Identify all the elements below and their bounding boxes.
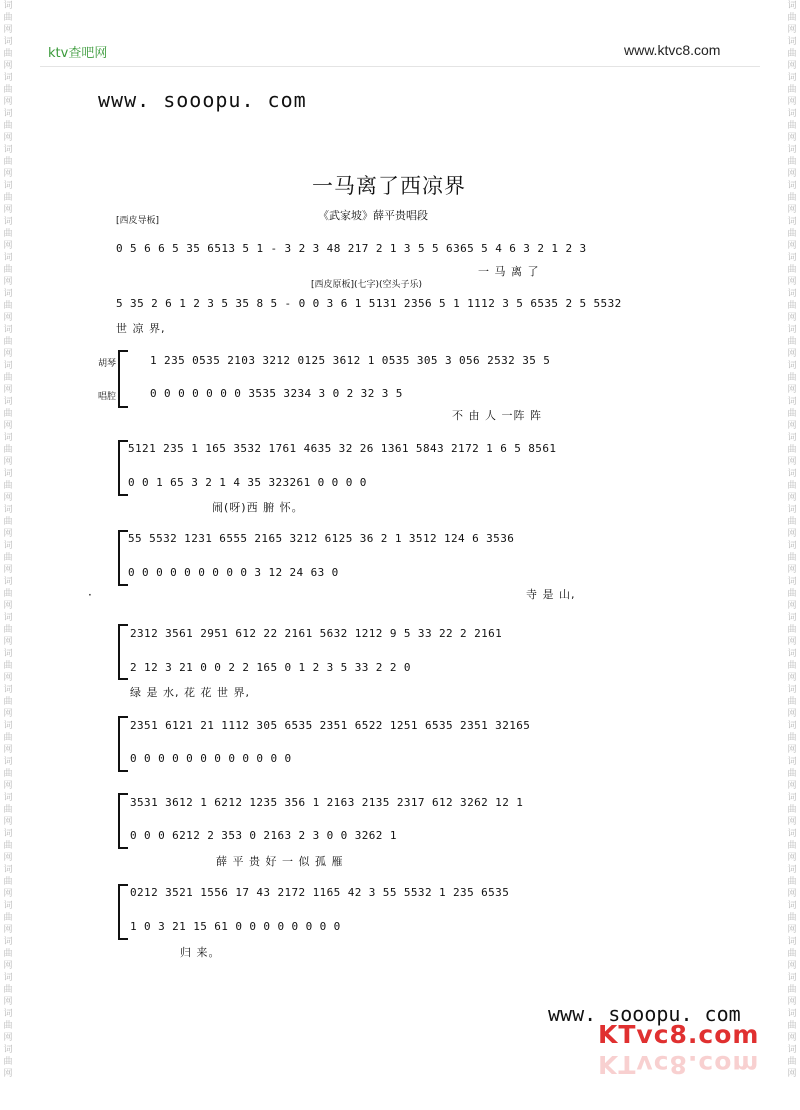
side-watermark-char: 曲 <box>3 1057 13 1067</box>
side-watermark-char: 网 <box>787 709 797 719</box>
side-watermark-char: 词 <box>787 469 797 479</box>
side-watermark-char: 网 <box>787 565 797 575</box>
side-watermark-char: 曲 <box>787 949 797 959</box>
system-brace-5 <box>118 716 128 772</box>
score-line-9: 2312 3561 2951 612 22 2161 5632 1212 9 5 33 22 2 2161 <box>130 627 503 640</box>
side-watermark-char: 词 <box>787 325 797 335</box>
side-watermark-char: 曲 <box>3 841 13 851</box>
side-watermark-char: 网 <box>3 1069 13 1079</box>
side-watermark-char: 词 <box>787 541 797 551</box>
side-watermark-char: 曲 <box>787 1021 797 1031</box>
side-watermark-char: 网 <box>3 313 13 323</box>
side-watermark-char: 曲 <box>787 589 797 599</box>
side-watermark-char: 词 <box>787 685 797 695</box>
song-subtitle: 《武家坡》薛平贵唱段 <box>318 209 428 222</box>
side-watermark-char: 词 <box>3 325 13 335</box>
side-watermark-char: 词 <box>787 1009 797 1019</box>
score-line-16: 1 0 3 21 15 61 0 0 0 0 0 0 0 0 <box>130 920 341 933</box>
side-watermark-char: 曲 <box>787 373 797 383</box>
side-watermark-char: 网 <box>787 889 797 899</box>
side-watermark-char: 网 <box>787 349 797 359</box>
system-brace-3 <box>118 530 128 586</box>
side-watermark-char: 曲 <box>787 697 797 707</box>
side-watermark-char: 网 <box>3 925 13 935</box>
side-watermark-char: 网 <box>3 25 13 35</box>
side-watermark-char: 曲 <box>3 229 13 239</box>
side-watermark-char: 网 <box>3 709 13 719</box>
side-watermark-char: 词 <box>3 937 13 947</box>
side-watermark-char: 网 <box>3 601 13 611</box>
side-watermark-char: 词 <box>787 577 797 587</box>
side-watermark-char: 曲 <box>787 13 797 23</box>
side-watermark-char: 曲 <box>3 373 13 383</box>
side-watermark-char: 词 <box>3 1045 13 1055</box>
side-watermark-char: 曲 <box>787 157 797 167</box>
side-watermark-char: 网 <box>3 1033 13 1043</box>
side-watermark-char: 词 <box>787 757 797 767</box>
side-watermark-char: 网 <box>3 493 13 503</box>
side-watermark-char: 词 <box>787 1 797 11</box>
side-watermark-char: 网 <box>3 673 13 683</box>
side-watermark-char: 词 <box>787 433 797 443</box>
side-watermark-char: 词 <box>3 73 13 83</box>
side-watermark-char: 曲 <box>3 445 13 455</box>
side-watermark-char: 网 <box>3 565 13 575</box>
side-watermark-char: 曲 <box>3 481 13 491</box>
section-label-daoban: [西皮导板] <box>116 216 160 226</box>
score-line-8: 0 0 0 0 0 0 0 0 0 3 12 24 63 0 <box>128 566 339 579</box>
side-watermark-char: 词 <box>3 793 13 803</box>
side-watermark-char: 词 <box>3 865 13 875</box>
part-label-huqin: 胡琴 <box>98 359 117 369</box>
side-watermark-char: 词 <box>787 1045 797 1055</box>
side-watermark-char: 词 <box>3 37 13 47</box>
side-watermark-char: 词 <box>787 361 797 371</box>
side-watermark-char: 网 <box>787 457 797 467</box>
site-url-right[interactable]: www.ktvc8.com <box>624 42 721 58</box>
side-watermark-char: 词 <box>3 505 13 515</box>
side-watermark-char: 网 <box>787 241 797 251</box>
side-watermark-char: 词 <box>3 685 13 695</box>
side-watermark-char: 曲 <box>787 265 797 275</box>
side-watermark-char: 网 <box>787 853 797 863</box>
side-watermark-char: 网 <box>3 61 13 71</box>
side-watermark-char: 曲 <box>3 769 13 779</box>
side-watermark-char: 曲 <box>787 769 797 779</box>
score-line-11: 2351 6121 21 1112 305 6535 2351 6522 1251 6535 2351 32165 <box>130 719 531 732</box>
side-watermark-char: 词 <box>3 181 13 191</box>
side-watermark-char: 词 <box>3 253 13 263</box>
side-watermark-char: 网 <box>787 961 797 971</box>
side-watermark-char: 网 <box>787 925 797 935</box>
side-watermark-char: 网 <box>787 1033 797 1043</box>
sooopu-url-bottom: www. sooopu. com <box>548 1002 741 1026</box>
side-watermark-char: 曲 <box>787 985 797 995</box>
side-watermark-char: 曲 <box>3 913 13 923</box>
side-watermark-char: 词 <box>787 973 797 983</box>
side-watermark-char: 曲 <box>787 49 797 59</box>
side-watermark-char: 曲 <box>3 49 13 59</box>
score-line-3: 1 235 0535 2103 3212 0125 3612 1 0535 305 3 056 2532 35 5 <box>150 354 551 367</box>
right-watermark-column <box>784 0 800 1110</box>
score-line-10: 2 12 3 21 0 0 2 2 165 0 1 2 3 5 33 2 2 0 <box>130 661 411 674</box>
side-watermark-char: 网 <box>3 745 13 755</box>
score-line-15: 0212 3521 1556 17 43 2172 1165 42 3 55 5532 1 235 6535 <box>130 886 510 899</box>
side-watermark-char: 网 <box>3 277 13 287</box>
stray-dot: · <box>88 588 92 602</box>
side-watermark-char: 网 <box>787 61 797 71</box>
side-watermark-char: 网 <box>787 1069 797 1079</box>
side-watermark-char: 曲 <box>3 85 13 95</box>
side-watermark-char: 曲 <box>787 229 797 239</box>
lyric-line-5: 寺 是 山, <box>526 588 576 601</box>
side-watermark-char: 曲 <box>3 157 13 167</box>
side-watermark-char: 网 <box>787 169 797 179</box>
side-watermark-char: 曲 <box>787 517 797 527</box>
header-divider <box>40 66 760 67</box>
section-label-yuanban: [西皮原板](七字)(空头子乐) <box>311 280 423 290</box>
side-watermark-char: 网 <box>3 349 13 359</box>
side-watermark-char: 词 <box>3 145 13 155</box>
side-watermark-char: 网 <box>3 97 13 107</box>
side-watermark-char: 曲 <box>787 805 797 815</box>
score-line-14: 0 0 0 6212 2 353 0 2163 2 3 0 0 3262 1 <box>130 829 397 842</box>
side-watermark-char: 网 <box>787 745 797 755</box>
side-watermark-char: 词 <box>787 649 797 659</box>
site-name-left[interactable]: ktv查吧网 <box>48 46 108 61</box>
side-watermark-char: 网 <box>3 889 13 899</box>
side-watermark-char: 曲 <box>787 913 797 923</box>
side-watermark-char: 曲 <box>787 661 797 671</box>
side-watermark-char: 网 <box>3 961 13 971</box>
side-watermark-char: 曲 <box>3 949 13 959</box>
side-watermark-char: 网 <box>3 781 13 791</box>
side-watermark-char: 词 <box>787 865 797 875</box>
side-watermark-char: 网 <box>3 853 13 863</box>
lyric-line-7: 薛 平 贵 好 一 似 孤 雁 <box>216 855 344 868</box>
side-watermark-char: 曲 <box>3 193 13 203</box>
side-watermark-char: 曲 <box>3 985 13 995</box>
side-watermark-char: 词 <box>787 901 797 911</box>
score-line-6: 0 0 1 65 3 2 1 4 35 323261 0 0 0 0 <box>128 476 367 489</box>
side-watermark-char: 网 <box>3 457 13 467</box>
side-watermark-char: 词 <box>787 721 797 731</box>
side-watermark-char: 曲 <box>787 445 797 455</box>
side-watermark-char: 网 <box>787 25 797 35</box>
side-watermark-char: 网 <box>3 817 13 827</box>
score-line-4: 0 0 0 0 0 0 0 3535 3234 3 0 2 32 3 5 <box>150 387 403 400</box>
side-watermark-char: 词 <box>3 613 13 623</box>
side-watermark-char: 曲 <box>787 1057 797 1067</box>
side-watermark-char: 曲 <box>3 877 13 887</box>
side-watermark-char: 网 <box>3 169 13 179</box>
side-watermark-char: 词 <box>3 1009 13 1019</box>
side-watermark-char: 词 <box>3 469 13 479</box>
side-watermark-char: 曲 <box>3 301 13 311</box>
side-watermark-char: 曲 <box>3 409 13 419</box>
side-watermark-char: 词 <box>787 505 797 515</box>
side-watermark-char: 词 <box>3 757 13 767</box>
side-watermark-char: 曲 <box>3 265 13 275</box>
side-watermark-char: 网 <box>787 997 797 1007</box>
side-watermark-char: 词 <box>787 145 797 155</box>
side-watermark-char: 词 <box>787 73 797 83</box>
side-watermark-char: 曲 <box>3 733 13 743</box>
side-watermark-char: 曲 <box>787 409 797 419</box>
side-watermark-char: 网 <box>3 133 13 143</box>
side-watermark-char: 词 <box>3 721 13 731</box>
side-watermark-char: 曲 <box>787 121 797 131</box>
side-watermark-char: 网 <box>787 205 797 215</box>
side-watermark-char: 曲 <box>3 625 13 635</box>
side-watermark-char: 词 <box>787 109 797 119</box>
side-watermark-char: 网 <box>787 313 797 323</box>
side-watermark-char: 曲 <box>3 121 13 131</box>
side-watermark-char: 曲 <box>787 481 797 491</box>
side-watermark-char: 网 <box>787 493 797 503</box>
score-line-12: 0 0 0 0 0 0 0 0 0 0 0 0 <box>130 752 292 765</box>
lyric-line-4: 闹(呀)西 腑 怀。 <box>212 501 304 514</box>
song-title: 一马离了西凉界 <box>312 174 466 198</box>
side-watermark-char: 网 <box>3 421 13 431</box>
system-brace-6 <box>118 793 128 849</box>
side-watermark-char: 网 <box>3 241 13 251</box>
side-watermark-char: 词 <box>787 613 797 623</box>
side-watermark-char: 词 <box>3 109 13 119</box>
side-watermark-char: 词 <box>3 577 13 587</box>
side-watermark-char: 曲 <box>787 553 797 563</box>
side-watermark-char: 曲 <box>787 337 797 347</box>
side-watermark-char: 词 <box>787 397 797 407</box>
side-watermark-char: 词 <box>3 361 13 371</box>
side-watermark-char: 曲 <box>3 13 13 23</box>
score-line-1: 0 5 6 6 5 35 6513 5 1 - 3 2 3 48 217 2 1 3 5 5 6365 5 4 6 3 2 1 2 3 <box>116 242 587 255</box>
side-watermark-char: 网 <box>787 601 797 611</box>
side-watermark-char: 曲 <box>787 625 797 635</box>
side-watermark-char: 曲 <box>3 517 13 527</box>
side-watermark-char: 网 <box>787 817 797 827</box>
side-watermark-char: 曲 <box>787 877 797 887</box>
side-watermark-char: 曲 <box>3 1021 13 1031</box>
lyric-line-8: 归 来。 <box>180 946 221 959</box>
side-watermark-char: 曲 <box>787 301 797 311</box>
side-watermark-char: 曲 <box>787 85 797 95</box>
side-watermark-char: 网 <box>787 385 797 395</box>
side-watermark-char: 词 <box>3 289 13 299</box>
side-watermark-char: 曲 <box>787 733 797 743</box>
side-watermark-char: 网 <box>787 421 797 431</box>
side-watermark-char: 词 <box>3 829 13 839</box>
side-watermark-char: 曲 <box>3 805 13 815</box>
side-watermark-char: 词 <box>787 253 797 263</box>
side-watermark-char: 词 <box>3 1 13 11</box>
side-watermark-char: 词 <box>3 541 13 551</box>
ktvc8-logo: KTvc8.com <box>598 1020 760 1049</box>
side-watermark-char: 曲 <box>3 589 13 599</box>
side-watermark-char: 词 <box>787 181 797 191</box>
side-watermark-char: 网 <box>787 673 797 683</box>
side-watermark-char: 网 <box>3 637 13 647</box>
side-watermark-char: 词 <box>3 973 13 983</box>
side-watermark-char: 网 <box>3 529 13 539</box>
side-watermark-char: 词 <box>3 433 13 443</box>
side-watermark-char: 词 <box>3 649 13 659</box>
side-watermark-char: 词 <box>787 37 797 47</box>
side-watermark-char: 曲 <box>787 841 797 851</box>
side-watermark-char: 词 <box>3 217 13 227</box>
side-watermark-char: 网 <box>3 385 13 395</box>
lyric-line-3: 不 由 人 一阵 阵 <box>452 409 542 422</box>
side-watermark-char: 词 <box>787 793 797 803</box>
side-watermark-char: 曲 <box>3 337 13 347</box>
side-watermark-char: 网 <box>787 781 797 791</box>
side-watermark-char: 网 <box>787 97 797 107</box>
side-watermark-char: 曲 <box>3 553 13 563</box>
side-watermark-char: 网 <box>787 529 797 539</box>
side-watermark-char: 网 <box>3 205 13 215</box>
side-watermark-char: 词 <box>787 289 797 299</box>
side-watermark-char: 词 <box>787 829 797 839</box>
lyric-line-2: 世 凉 界, <box>116 322 166 335</box>
side-watermark-char: 词 <box>3 397 13 407</box>
lyric-line-1: 一 马 离 了 <box>478 265 540 278</box>
side-watermark-char: 曲 <box>787 193 797 203</box>
ktvc8-logo-reflection: KTvc8.com <box>598 1050 760 1079</box>
system-brace-7 <box>118 884 128 940</box>
score-line-5: 5121 235 1 165 3532 1761 4635 32 26 1361 5843 2172 1 6 5 8561 <box>128 442 557 455</box>
system-brace-4 <box>118 624 128 680</box>
sooopu-url-top: www. sooopu. com <box>98 88 307 112</box>
side-watermark-char: 网 <box>787 277 797 287</box>
side-watermark-char: 网 <box>787 637 797 647</box>
side-watermark-char: 曲 <box>3 697 13 707</box>
side-watermark-char: 词 <box>787 217 797 227</box>
system-brace-1 <box>118 350 128 408</box>
score-line-7: 55 5532 1231 6555 2165 3212 6125 36 2 1 3512 124 6 3536 <box>128 532 515 545</box>
left-watermark-column <box>0 0 16 1110</box>
score-line-2: 5 35 2 6 1 2 3 5 35 8 5 - 0 0 3 6 1 5131 2356 5 1 1112 3 5 6535 2 5 5532 <box>116 297 622 310</box>
system-brace-2 <box>118 440 128 496</box>
score-line-13: 3531 3612 1 6212 1235 356 1 2163 2135 2317 612 3262 12 1 <box>130 796 524 809</box>
lyric-line-6: 绿 是 水, 花 花 世 界, <box>130 686 250 699</box>
side-watermark-char: 词 <box>787 937 797 947</box>
side-watermark-char: 网 <box>787 133 797 143</box>
side-watermark-char: 曲 <box>3 661 13 671</box>
part-label-changqiang: 唱腔 <box>98 392 117 402</box>
side-watermark-char: 词 <box>3 901 13 911</box>
side-watermark-char: 网 <box>3 997 13 1007</box>
